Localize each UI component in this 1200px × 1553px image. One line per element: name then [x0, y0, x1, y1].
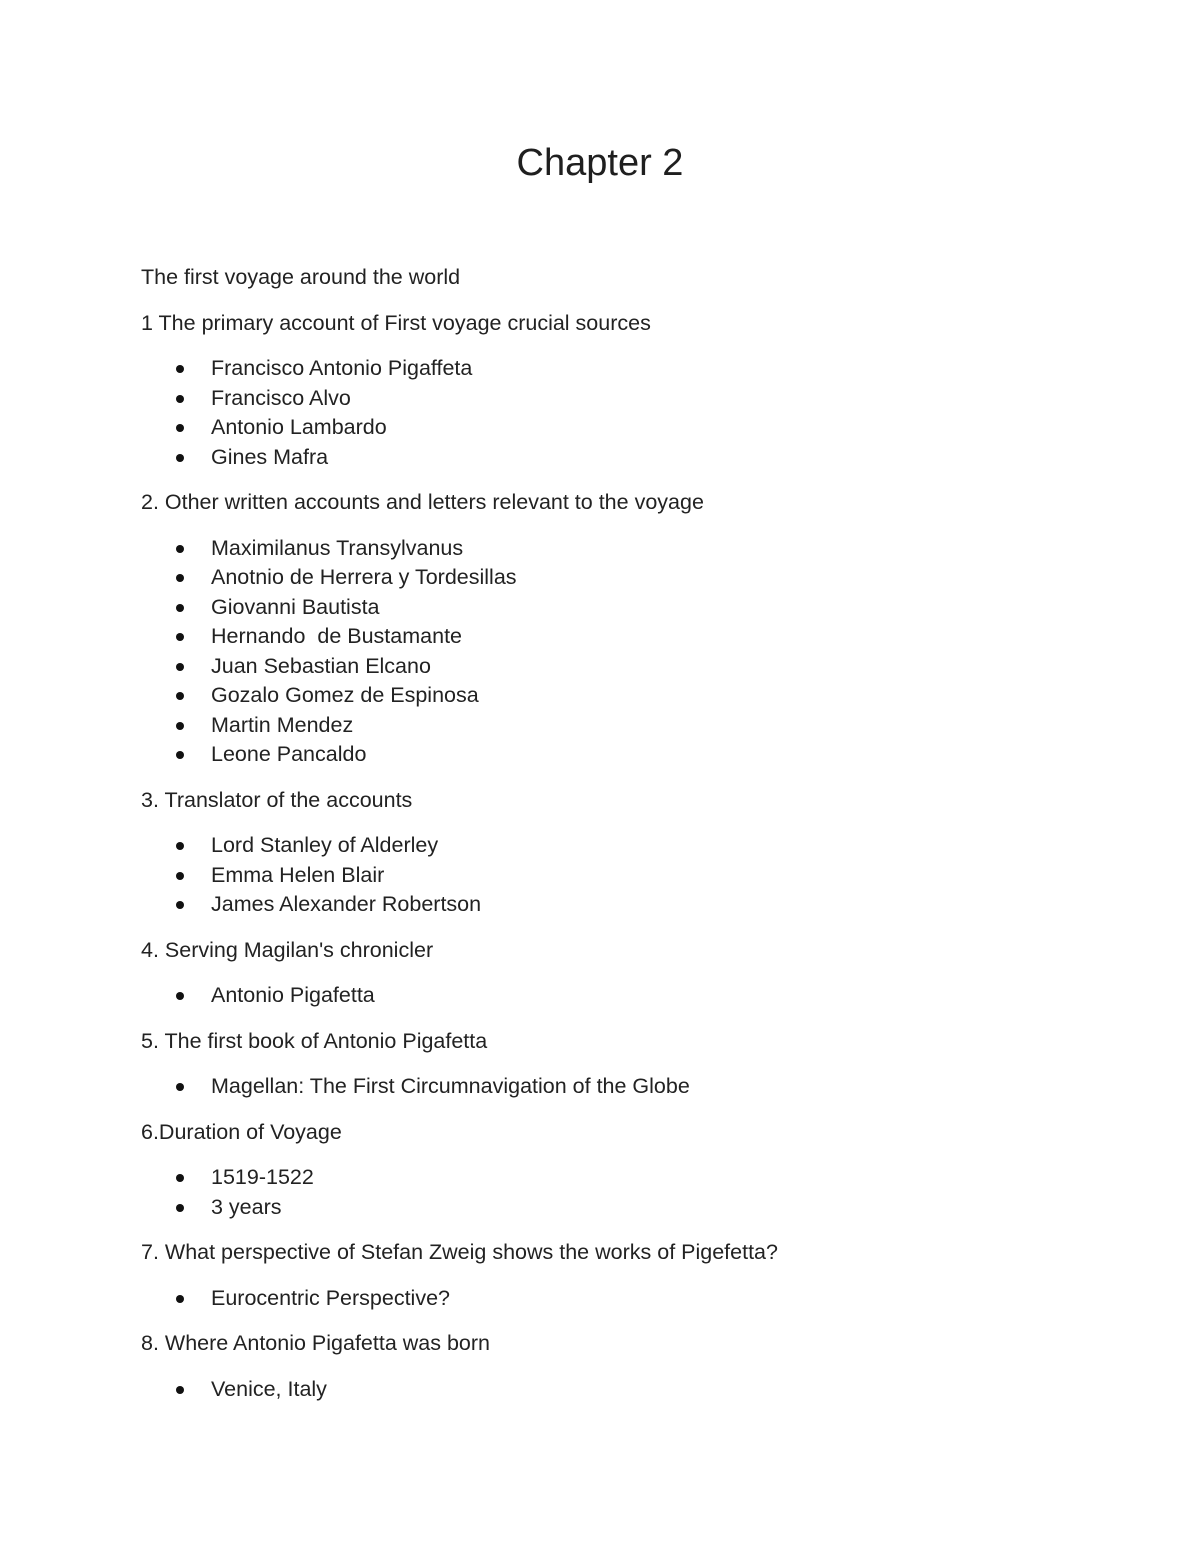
section-6	[141, 1118, 1081, 1223]
bullet-list	[141, 981, 1081, 1011]
bullet-icon	[176, 692, 184, 700]
list-item	[141, 1163, 1081, 1193]
bullet-icon	[176, 751, 184, 759]
list-item	[141, 413, 1081, 443]
list-item-text: Antonio Pigafetta	[211, 983, 375, 1007]
bullet-list	[141, 534, 1081, 770]
list-item-text: Giovanni Bautista	[211, 594, 380, 619]
list-item	[141, 981, 1081, 1011]
list-item	[141, 1193, 1081, 1223]
bullet-icon	[176, 992, 184, 1000]
bullet-icon	[176, 604, 184, 612]
bullet-icon	[176, 633, 184, 641]
list-item	[141, 622, 1081, 652]
list-item	[141, 681, 1081, 711]
list-item	[141, 831, 1081, 861]
list-item	[141, 384, 1081, 414]
section-heading: 4. Serving Magilan's chronicler	[141, 937, 434, 962]
section-4	[141, 936, 1081, 1011]
bullet-list	[141, 1072, 1081, 1102]
list-item-text: Gozalo Gomez de Espinosa	[211, 683, 479, 707]
section-heading: 2. Other written accounts and letters relevant to the voyage	[141, 490, 704, 514]
list-item-text: Antonio Lambardo	[211, 415, 387, 439]
list-item	[141, 563, 1081, 593]
list-item	[141, 711, 1081, 741]
section-heading: 5. The first book of Antonio Pigafetta	[141, 1028, 488, 1053]
list-item-text: Hernando de Bustamante	[211, 624, 462, 648]
bullet-icon	[176, 872, 184, 880]
list-item	[141, 890, 1081, 920]
bullet-icon	[176, 1295, 184, 1303]
bullet-icon	[176, 1083, 184, 1091]
section-1	[141, 309, 1081, 473]
list-item	[141, 652, 1081, 682]
list-item-text: Leone Pancaldo	[211, 742, 367, 766]
list-item-text: Francisco Alvo	[211, 385, 351, 410]
bullet-list	[141, 1284, 1081, 1314]
bullet-icon	[176, 545, 184, 553]
list-item-text: Emma Helen Blair	[211, 862, 385, 887]
section-5	[141, 1027, 1081, 1102]
bullet-icon	[176, 1386, 184, 1394]
list-item-text: Anotnio de Herrera y Tordesillas	[211, 565, 517, 589]
list-item	[141, 1375, 1081, 1405]
list-item	[141, 593, 1081, 623]
bullet-icon	[176, 842, 184, 850]
bullet-icon	[176, 1204, 184, 1212]
section-3	[141, 786, 1081, 920]
bullet-icon	[176, 574, 184, 582]
section-8	[141, 1329, 1081, 1404]
list-item-text: Martin Mendez	[211, 712, 354, 737]
bullet-icon	[176, 663, 184, 671]
list-item-text: Venice, Italy	[211, 1376, 327, 1401]
section-heading: 6.Duration of Voyage	[141, 1119, 342, 1144]
bullet-icon	[176, 395, 184, 403]
list-item	[141, 1284, 1081, 1314]
list-item	[141, 1072, 1081, 1102]
bullet-list	[141, 831, 1081, 920]
section-7	[141, 1238, 1081, 1313]
bullet-icon	[176, 901, 184, 909]
list-item-text: Gines Mafra	[211, 444, 329, 469]
section-heading: 8. Where Antonio Pigafetta was born	[141, 1331, 490, 1355]
list-item-text: Juan Sebastian Elcano	[211, 653, 431, 678]
section-heading: 3. Translator of the accounts	[141, 787, 413, 812]
list-item-text: Eurocentric Perspective?	[211, 1285, 450, 1310]
list-item-text: Francisco Antonio Pigaffeta	[211, 356, 473, 380]
bullet-icon	[176, 722, 184, 730]
list-item-text: James Alexander Robertson	[211, 892, 482, 916]
list-item	[141, 534, 1081, 564]
bullet-list	[141, 1375, 1081, 1405]
bullet-list	[141, 354, 1081, 472]
bullet-icon	[176, 454, 184, 462]
bullet-icon	[176, 365, 184, 373]
list-item-text: 3 years	[211, 1194, 282, 1219]
bullet-icon	[176, 1174, 184, 1182]
list-item	[141, 354, 1081, 384]
document-body	[141, 263, 1081, 1420]
list-item	[141, 443, 1081, 473]
section-heading: 1 The primary account of First voyage crucial sources	[141, 310, 651, 335]
list-item	[141, 740, 1081, 770]
bullet-icon	[176, 424, 184, 432]
list-item	[141, 861, 1081, 891]
intro-text: The first voyage around the world	[141, 265, 461, 289]
section-2	[141, 488, 1081, 770]
list-item-text: 1519-1522	[211, 1165, 314, 1189]
list-item-text: Magellan: The First Circumnavigation of the Globe	[211, 1074, 690, 1098]
section-heading: 7. What perspective of Stefan Zweig shows the works of Pigefetta?	[141, 1240, 778, 1264]
page-title: Chapter 2	[516, 142, 684, 184]
list-item-text: Maximilanus Transylvanus	[211, 535, 464, 560]
list-item-text: Lord Stanley of Alderley	[211, 833, 439, 857]
bullet-list	[141, 1163, 1081, 1222]
